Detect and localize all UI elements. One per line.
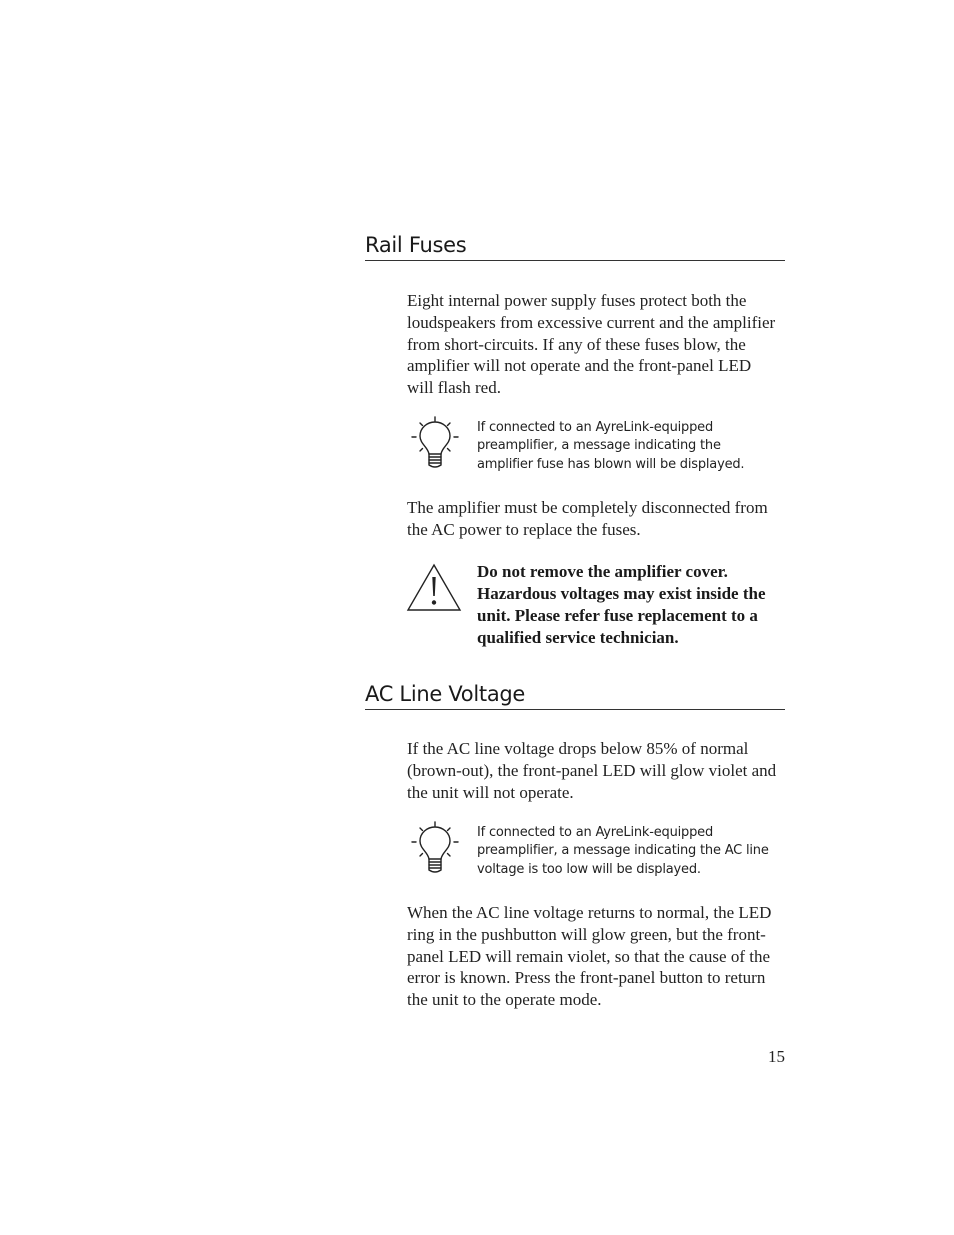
ac-line-voltage-tip: If connected to an AyreLink-equipped preamplifier, a message indicating the AC line voltage is too low will be displayed. xyxy=(477,825,769,877)
page-number: 15 xyxy=(768,1047,785,1066)
section-heading-rail-fuses: Rail Fuses xyxy=(365,232,785,261)
ac-line-voltage-recovery-paragraph: When the AC line voltage returns to normal, the LED ring in the pushbutton will glow green, but the front-panel LED will remain violet, so that the cause of the error is known. Press the front-panel button to return the unit to the operate mode. xyxy=(407,903,772,1010)
section-heading-ac-line-voltage: AC Line Voltage xyxy=(365,681,785,710)
rail-fuses-warning: Do not remove the amplifier cover. Hazardous voltages may exist inside the unit. Please refer fuse replacement to a qualified service technician. xyxy=(477,562,766,647)
warning-triangle-icon xyxy=(406,563,462,613)
ac-line-voltage-paragraph: If the AC line voltage drops below 85% of normal (brown-out), the front-panel LED will glow violet and the unit will not operate. xyxy=(407,739,777,802)
lightbulb-icon xyxy=(408,821,460,877)
rail-fuses-disconnect-paragraph: The amplifier must be completely disconnected from the AC power to replace the fuses. xyxy=(407,498,768,539)
rail-fuses-tip: If connected to an AyreLink-equipped preamplifier, a message indicating the amplifier fuse has blown will be displayed. xyxy=(477,420,745,472)
rail-fuses-paragraph: Eight internal power supply fuses protect both the loudspeakers from excessive current and the amplifier from short-circuits. If any of these fuses blow, the amplifier will not operate and the front-panel LED will flash red. xyxy=(407,291,776,398)
lightbulb-icon xyxy=(408,416,460,472)
